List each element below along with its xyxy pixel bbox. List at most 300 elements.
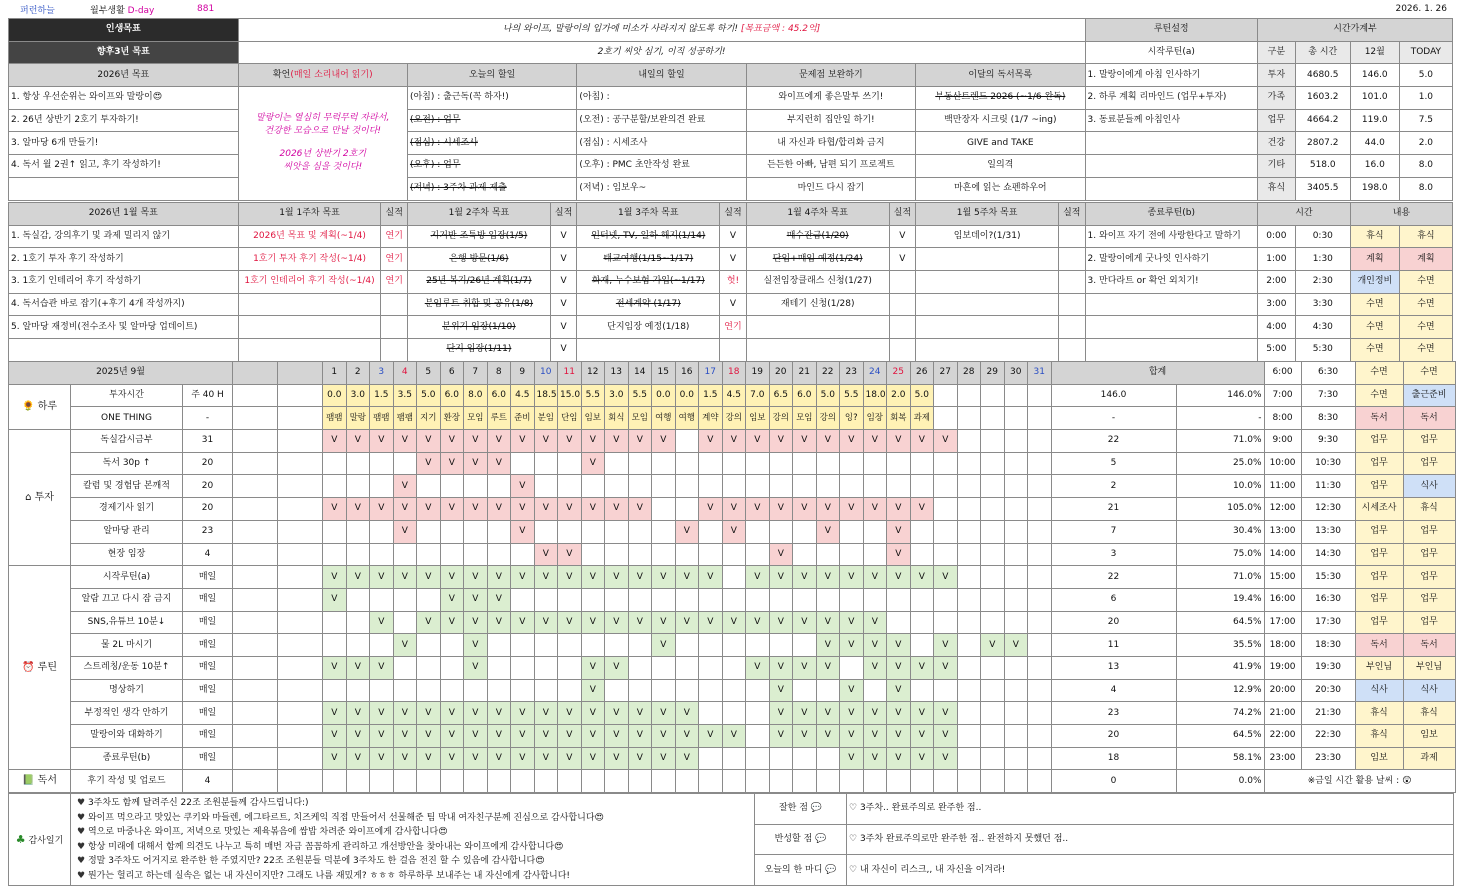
habit-check[interactable] <box>1004 430 1028 453</box>
timebook-total[interactable]: 4680.5 <box>1295 64 1350 87</box>
habit-check[interactable]: V <box>417 430 441 453</box>
habit-check[interactable] <box>699 452 723 475</box>
habit-check[interactable]: V <box>887 702 911 725</box>
habit-check[interactable] <box>1004 543 1028 566</box>
habit-check[interactable]: V <box>393 702 417 725</box>
habit-check[interactable] <box>816 588 840 611</box>
habit-check[interactable]: V <box>722 430 746 453</box>
habit-check[interactable]: V <box>840 611 864 634</box>
habit-check[interactable] <box>534 679 558 702</box>
week-goal[interactable] <box>238 316 381 339</box>
habit-check[interactable]: V <box>605 747 629 770</box>
habit-check[interactable] <box>934 452 958 475</box>
habit-check[interactable] <box>863 543 887 566</box>
habit-check[interactable] <box>722 452 746 475</box>
habit-check[interactable] <box>534 588 558 611</box>
habit-check[interactable]: V <box>910 656 934 679</box>
habit-check[interactable] <box>628 656 652 679</box>
habit-check[interactable] <box>957 611 981 634</box>
habit-check[interactable]: V <box>887 679 911 702</box>
habit-check[interactable]: V <box>393 520 417 543</box>
tomorrow-item[interactable]: (점심) : 시세조사 <box>577 132 746 155</box>
week-goal[interactable]: 화재, 누수보험 가입(~1/17) <box>577 271 720 294</box>
habit-check[interactable] <box>981 588 1005 611</box>
habit-check[interactable] <box>346 770 370 793</box>
habit-check[interactable] <box>346 679 370 702</box>
habit-check[interactable]: V <box>934 747 958 770</box>
timebook-month[interactable]: 16.0 <box>1350 155 1399 178</box>
week-goal[interactable] <box>916 293 1059 316</box>
habit-check[interactable] <box>370 475 394 498</box>
habit-check[interactable]: V <box>464 566 488 589</box>
habit-check[interactable] <box>440 656 464 679</box>
january-goal[interactable]: 2. 1호기 투자 후기 작성하기 <box>9 248 239 271</box>
habit-check[interactable] <box>370 588 394 611</box>
schedule-actual[interactable]: 계획 <box>1399 248 1452 271</box>
one-thing-cell[interactable]: 강의 <box>722 407 746 430</box>
hours-cell[interactable]: 5.5 <box>581 384 605 407</box>
habit-check[interactable] <box>628 475 652 498</box>
habit-check[interactable] <box>652 770 676 793</box>
habit-check[interactable]: V <box>346 747 370 770</box>
one-thing-cell[interactable]: 팸팸 <box>393 407 417 430</box>
week-result[interactable]: V <box>720 293 747 316</box>
hours-cell[interactable] <box>1028 384 1052 407</box>
hours-cell[interactable]: 6.0 <box>440 384 464 407</box>
habit-check[interactable]: V <box>863 725 887 748</box>
timebook-month[interactable]: 44.0 <box>1350 132 1399 155</box>
habit-check[interactable] <box>793 679 817 702</box>
habit-check[interactable] <box>910 520 934 543</box>
habit-check[interactable]: V <box>887 498 911 521</box>
habit-check[interactable]: V <box>746 498 770 521</box>
hours-cell[interactable]: 7.0 <box>746 384 770 407</box>
habit-check[interactable] <box>346 543 370 566</box>
week-result[interactable] <box>381 339 408 362</box>
hours-cell[interactable]: 5.5 <box>840 384 864 407</box>
habit-check[interactable] <box>957 498 981 521</box>
schedule-plan[interactable]: 업무 <box>1355 475 1403 498</box>
hours-cell[interactable]: 4.5 <box>511 384 535 407</box>
habit-check[interactable] <box>370 770 394 793</box>
week-goal[interactable]: 1호기 투자 후기 작성(~1/4) <box>238 248 381 271</box>
habit-check[interactable] <box>675 588 699 611</box>
habit-check[interactable] <box>887 588 911 611</box>
week-result[interactable] <box>381 293 408 316</box>
habit-check[interactable] <box>863 452 887 475</box>
habit-check[interactable]: V <box>652 566 676 589</box>
habit-check[interactable] <box>769 520 793 543</box>
habit-check[interactable] <box>1004 452 1028 475</box>
week-goal[interactable] <box>916 339 1059 362</box>
habit-check[interactable] <box>675 679 699 702</box>
habit-check[interactable] <box>699 588 723 611</box>
habit-check[interactable]: V <box>417 611 441 634</box>
habit-check[interactable]: V <box>887 566 911 589</box>
habit-check[interactable] <box>840 543 864 566</box>
habit-check[interactable] <box>675 656 699 679</box>
habit-check[interactable] <box>675 475 699 498</box>
habit-check[interactable]: V <box>628 498 652 521</box>
habit-check[interactable]: V <box>652 611 676 634</box>
habit-check[interactable] <box>1028 543 1052 566</box>
hours-cell[interactable]: 5.0 <box>417 384 441 407</box>
habit-check[interactable] <box>957 702 981 725</box>
habit-check[interactable] <box>605 520 629 543</box>
habit-check[interactable]: V <box>863 656 887 679</box>
routine-b-item[interactable] <box>1085 316 1257 339</box>
habit-check[interactable]: V <box>370 747 394 770</box>
habit-check[interactable]: V <box>511 498 535 521</box>
habit-check[interactable]: V <box>840 725 864 748</box>
habit-check[interactable] <box>323 770 347 793</box>
habit-check[interactable]: V <box>628 747 652 770</box>
schedule-plan[interactable]: 임보 <box>1355 747 1403 770</box>
habit-check[interactable] <box>558 520 582 543</box>
habit-check[interactable] <box>1028 702 1052 725</box>
one-thing-cell[interactable]: 말랑 <box>346 407 370 430</box>
timebook-month[interactable]: 198.0 <box>1350 177 1399 200</box>
habit-check[interactable] <box>1028 611 1052 634</box>
habit-check[interactable]: V <box>816 634 840 657</box>
habit-check[interactable]: V <box>675 702 699 725</box>
habit-check[interactable]: V <box>840 430 864 453</box>
habit-check[interactable]: V <box>722 520 746 543</box>
habit-check[interactable]: V <box>934 656 958 679</box>
habit-check[interactable] <box>746 679 770 702</box>
hours-cell[interactable] <box>934 384 958 407</box>
habit-check[interactable]: V <box>534 498 558 521</box>
habit-check[interactable]: V <box>910 430 934 453</box>
habit-check[interactable] <box>863 475 887 498</box>
week-result[interactable] <box>1059 271 1086 294</box>
schedule-actual[interactable]: 수면 <box>1403 362 1455 385</box>
habit-check[interactable] <box>605 543 629 566</box>
hours-cell[interactable]: 5.0 <box>816 384 840 407</box>
habit-check[interactable] <box>487 475 511 498</box>
week-result[interactable]: 연기 <box>720 316 747 339</box>
habit-check[interactable]: V <box>746 430 770 453</box>
habit-check[interactable] <box>323 679 347 702</box>
week-goal[interactable]: 단지임장 예정(1/18) <box>577 316 720 339</box>
habit-check[interactable] <box>746 475 770 498</box>
habit-check[interactable] <box>1028 656 1052 679</box>
habit-check[interactable]: V <box>581 452 605 475</box>
habit-check[interactable] <box>675 543 699 566</box>
habit-check[interactable] <box>628 634 652 657</box>
habit-check[interactable] <box>393 588 417 611</box>
habit-check[interactable] <box>981 498 1005 521</box>
habit-check[interactable] <box>558 452 582 475</box>
habit-check[interactable]: V <box>863 634 887 657</box>
one-thing-cell[interactable]: 회복 <box>887 407 911 430</box>
habit-check[interactable] <box>487 520 511 543</box>
week-goal[interactable]: 단임+매임 예정(1/24) <box>746 248 889 271</box>
week-goal[interactable] <box>238 293 381 316</box>
habit-check[interactable]: V <box>511 611 535 634</box>
habit-check[interactable]: V <box>487 611 511 634</box>
habit-check[interactable] <box>511 588 535 611</box>
schedule-plan[interactable]: 독서 <box>1355 634 1403 657</box>
habit-check[interactable]: V <box>464 656 488 679</box>
habit-check[interactable]: V <box>793 611 817 634</box>
habit-check[interactable]: V <box>487 702 511 725</box>
habit-check[interactable] <box>981 747 1005 770</box>
goal-item[interactable]: 2. 26년 상반기 2호기 투자하기! <box>9 109 239 132</box>
habit-check[interactable]: V <box>722 611 746 634</box>
schedule-plan[interactable]: 개인정비 <box>1350 271 1399 294</box>
schedule-actual[interactable]: 업무 <box>1403 566 1455 589</box>
habit-check[interactable] <box>393 770 417 793</box>
habit-check[interactable]: V <box>393 430 417 453</box>
habit-check[interactable] <box>534 656 558 679</box>
january-goal[interactable]: 4. 독서습관 바로 잡기(+후기 4개 작성까지) <box>9 293 239 316</box>
habit-check[interactable]: V <box>1004 634 1028 657</box>
habit-check[interactable] <box>816 679 840 702</box>
fix-item[interactable]: 마인드 다시 잡기 <box>746 177 915 200</box>
week-result[interactable]: 연기 <box>381 271 408 294</box>
book-item[interactable]: 마흔에 읽는 쇼펜하우어 <box>916 177 1085 200</box>
habit-check[interactable] <box>699 770 723 793</box>
habit-check[interactable] <box>323 452 347 475</box>
hours-cell[interactable]: 0.0 <box>652 384 676 407</box>
fix-item[interactable]: 내 자신과 타협/합리화 금지 <box>746 132 915 155</box>
habit-check[interactable] <box>487 679 511 702</box>
habit-check[interactable] <box>746 702 770 725</box>
habit-check[interactable] <box>722 679 746 702</box>
one-thing-cell[interactable]: 모임 <box>628 407 652 430</box>
habit-check[interactable]: V <box>440 702 464 725</box>
habit-check[interactable]: V <box>605 566 629 589</box>
habit-check[interactable]: V <box>863 611 887 634</box>
habit-check[interactable]: V <box>487 452 511 475</box>
hours-cell[interactable]: 3.0 <box>605 384 629 407</box>
habit-check[interactable]: V <box>769 611 793 634</box>
habit-check[interactable] <box>910 611 934 634</box>
habit-check[interactable] <box>370 679 394 702</box>
habit-check[interactable] <box>558 475 582 498</box>
habit-check[interactable]: V <box>417 566 441 589</box>
hours-cell[interactable] <box>1004 384 1028 407</box>
week-result[interactable] <box>1059 248 1086 271</box>
habit-check[interactable]: V <box>534 725 558 748</box>
habit-check[interactable]: V <box>605 656 629 679</box>
habit-check[interactable] <box>746 725 770 748</box>
habit-check[interactable] <box>346 452 370 475</box>
schedule-plan[interactable]: 식사 <box>1355 679 1403 702</box>
habit-check[interactable]: V <box>487 566 511 589</box>
january-goal[interactable]: 3. 1호기 인테리어 후기 작성하기 <box>9 271 239 294</box>
week-result[interactable]: V <box>889 248 916 271</box>
one-thing-cell[interactable]: 임보 <box>581 407 605 430</box>
habit-check[interactable] <box>581 520 605 543</box>
routine-b-item[interactable]: 3. 만다라트 or 확언 외치기! <box>1085 271 1257 294</box>
habit-check[interactable] <box>793 747 817 770</box>
habit-check[interactable] <box>487 656 511 679</box>
habit-check[interactable]: V <box>370 566 394 589</box>
habit-check[interactable]: V <box>652 430 676 453</box>
habit-check[interactable]: V <box>934 725 958 748</box>
schedule-plan[interactable]: 계획 <box>1350 248 1399 271</box>
habit-check[interactable]: V <box>863 498 887 521</box>
habit-check[interactable]: V <box>746 566 770 589</box>
routine-b-item[interactable] <box>1085 339 1257 362</box>
habit-check[interactable]: V <box>464 611 488 634</box>
habit-check[interactable] <box>628 520 652 543</box>
habit-check[interactable] <box>628 588 652 611</box>
habit-check[interactable]: V <box>840 498 864 521</box>
habit-check[interactable] <box>464 679 488 702</box>
habit-check[interactable] <box>769 475 793 498</box>
habit-check[interactable]: V <box>370 702 394 725</box>
schedule-plan[interactable]: 수면 <box>1350 293 1399 316</box>
habit-check[interactable] <box>934 475 958 498</box>
week-goal[interactable] <box>238 339 381 362</box>
habit-check[interactable] <box>816 475 840 498</box>
habit-check[interactable]: V <box>769 725 793 748</box>
routine-b-item[interactable]: 1. 와이프 자기 전에 사랑한다고 말하기 <box>1085 225 1257 248</box>
habit-check[interactable] <box>323 543 347 566</box>
habit-check[interactable] <box>346 634 370 657</box>
habit-check[interactable]: V <box>323 656 347 679</box>
hours-cell[interactable]: 0.0 <box>675 384 699 407</box>
schedule-plan[interactable]: 독서 <box>1355 407 1403 430</box>
schedule-actual[interactable]: 임보 <box>1403 725 1455 748</box>
habit-check[interactable] <box>628 770 652 793</box>
habit-check[interactable]: V <box>323 430 347 453</box>
habit-check[interactable] <box>1004 611 1028 634</box>
one-thing-cell[interactable]: 계약 <box>699 407 723 430</box>
habit-check[interactable] <box>957 430 981 453</box>
habit-check[interactable] <box>981 770 1005 793</box>
habit-check[interactable] <box>981 611 1005 634</box>
book-item[interactable]: GIVE and TAKE <box>916 132 1085 155</box>
habit-check[interactable] <box>957 747 981 770</box>
habit-check[interactable]: V <box>699 725 723 748</box>
habit-check[interactable]: V <box>534 566 558 589</box>
habit-check[interactable] <box>652 452 676 475</box>
habit-check[interactable] <box>981 543 1005 566</box>
habit-check[interactable]: V <box>910 498 934 521</box>
one-thing-cell[interactable]: 모임 <box>464 407 488 430</box>
routine-b-item[interactable] <box>1085 293 1257 316</box>
habit-check[interactable]: V <box>840 747 864 770</box>
schedule-actual[interactable]: 휴식 <box>1403 702 1455 725</box>
habit-check[interactable] <box>910 452 934 475</box>
one-thing-cell[interactable]: 여행 <box>675 407 699 430</box>
habit-check[interactable]: V <box>816 498 840 521</box>
timebook-today[interactable]: 8.0 <box>1399 155 1452 178</box>
habit-check[interactable]: V <box>934 430 958 453</box>
habit-check[interactable] <box>840 520 864 543</box>
tomorrow-item[interactable]: (오전) : 공구분할/보완의견 완료 <box>577 109 746 132</box>
habit-check[interactable] <box>957 452 981 475</box>
habit-check[interactable]: V <box>370 725 394 748</box>
habit-check[interactable]: V <box>769 430 793 453</box>
habit-check[interactable]: V <box>628 430 652 453</box>
schedule-actual[interactable]: 업무 <box>1403 520 1455 543</box>
habit-check[interactable]: V <box>675 747 699 770</box>
one-thing-cell[interactable]: 루트 <box>487 407 511 430</box>
habit-check[interactable] <box>558 770 582 793</box>
habit-check[interactable] <box>863 679 887 702</box>
hours-cell[interactable]: 1.5 <box>370 384 394 407</box>
habit-check[interactable]: V <box>769 702 793 725</box>
habit-check[interactable] <box>793 588 817 611</box>
habit-check[interactable] <box>934 679 958 702</box>
hours-cell[interactable]: 3.5 <box>393 384 417 407</box>
goal-item[interactable]: 3. 알마당 6개 만들기! <box>9 132 239 155</box>
gratitude-lines[interactable] <box>71 794 755 886</box>
habit-check[interactable] <box>981 725 1005 748</box>
habit-check[interactable]: V <box>417 498 441 521</box>
habit-check[interactable] <box>1004 702 1028 725</box>
habit-check[interactable] <box>628 452 652 475</box>
habit-check[interactable]: V <box>393 747 417 770</box>
review-text[interactable]: ♡ 3주차.. 완료주의로 완주한 점.. <box>847 794 1454 825</box>
habit-check[interactable]: V <box>417 747 441 770</box>
habit-check[interactable] <box>605 588 629 611</box>
one-thing-cell[interactable]: 환장 <box>440 407 464 430</box>
habit-check[interactable]: V <box>346 566 370 589</box>
habit-check[interactable] <box>393 656 417 679</box>
week-goal[interactable] <box>916 316 1059 339</box>
habit-check[interactable]: V <box>440 430 464 453</box>
habit-check[interactable]: V <box>323 588 347 611</box>
habit-check[interactable] <box>581 543 605 566</box>
week-goal[interactable]: 은행 방문(1/6) <box>407 248 550 271</box>
habit-check[interactable] <box>417 588 441 611</box>
habit-check[interactable] <box>440 543 464 566</box>
today-item[interactable]: (저녁) : 3주차 과제 제출 <box>407 177 576 200</box>
habit-check[interactable] <box>934 588 958 611</box>
habit-check[interactable]: V <box>581 679 605 702</box>
schedule-plan[interactable]: 휴식 <box>1350 225 1399 248</box>
one-thing-cell[interactable]: 과제 <box>910 407 934 430</box>
week-goal[interactable] <box>577 339 720 362</box>
week-result[interactable] <box>720 339 747 362</box>
habit-check[interactable]: V <box>581 656 605 679</box>
habit-check[interactable]: V <box>511 725 535 748</box>
habit-check[interactable] <box>793 634 817 657</box>
habit-check[interactable] <box>887 475 911 498</box>
week-goal[interactable]: 2026년 목표 및 계획(~1/4) <box>238 225 381 248</box>
schedule-actual[interactable]: 수면 <box>1399 293 1452 316</box>
habit-check[interactable]: V <box>863 747 887 770</box>
hours-cell[interactable]: 6.0 <box>793 384 817 407</box>
routine-b-item[interactable]: 2. 말랑이에게 굿나잇 인사하기 <box>1085 248 1257 271</box>
habit-check[interactable] <box>628 543 652 566</box>
habit-check[interactable]: V <box>887 543 911 566</box>
habit-check[interactable] <box>934 770 958 793</box>
schedule-plan[interactable]: 수면 <box>1350 316 1399 339</box>
habit-check[interactable]: V <box>323 747 347 770</box>
timebook-today[interactable]: 2.0 <box>1399 132 1452 155</box>
habit-check[interactable]: V <box>769 656 793 679</box>
habit-check[interactable] <box>581 475 605 498</box>
habit-check[interactable] <box>346 611 370 634</box>
habit-check[interactable] <box>910 679 934 702</box>
habit-check[interactable] <box>652 520 676 543</box>
habit-check[interactable]: V <box>440 747 464 770</box>
habit-check[interactable] <box>934 520 958 543</box>
habit-check[interactable] <box>511 770 535 793</box>
week-result[interactable] <box>1059 339 1086 362</box>
week-result[interactable] <box>1059 293 1086 316</box>
habit-check[interactable] <box>417 520 441 543</box>
week-goal[interactable]: 실전임장클래스 신청(1/27) <box>746 271 889 294</box>
habit-check[interactable]: V <box>440 452 464 475</box>
